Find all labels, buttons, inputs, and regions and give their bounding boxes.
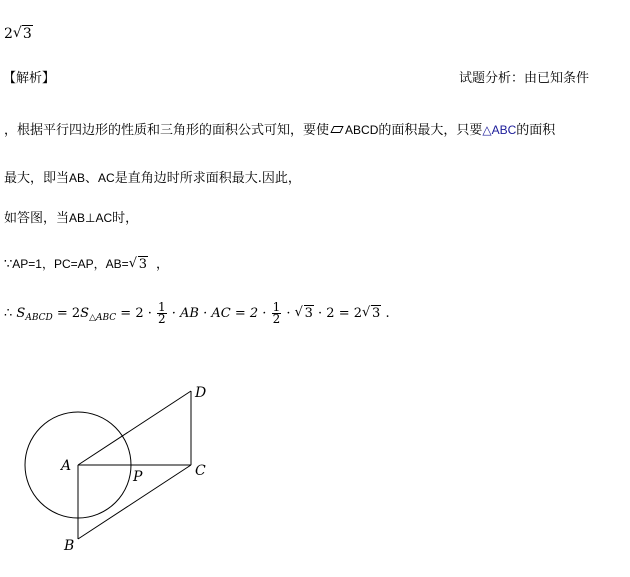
radical-3-a: √ 3: [295, 306, 314, 321]
label-b: B: [64, 538, 75, 554]
analysis-line-1: ，根据平行四边形的性质和三角形的面积公式可知，要使 ABCD的面积最大，只要△ABC的面积: [4, 123, 556, 138]
radical-ab: √ 3: [129, 257, 148, 272]
label-d: D: [195, 385, 207, 401]
segment-ad: [78, 391, 191, 465]
analysis-tag: 【解析】: [3, 71, 56, 86]
fraction-half-2: $\frac{1}{2}$: [272, 300, 281, 326]
analysis-line-3: 如答图，当AB⊥AC时，: [4, 211, 139, 226]
geometry-diagram: [0, 370, 260, 570]
radical-3-b: √ 3: [362, 306, 381, 321]
analysis-right-label: 试题分析：由已知条件: [459, 71, 590, 86]
answer-value: [4, 26, 33, 42]
label-p: P: [133, 469, 143, 485]
label-c: C: [195, 463, 206, 479]
answer-radical: √ 3: [13, 26, 33, 42]
analysis-line-4: ∵AP=1，PC=AP，AB=√ 3 ，: [4, 253, 169, 272]
answer-coef: 2: [4, 26, 13, 42]
label-a: A: [61, 458, 72, 474]
area-formula: ∴ $S_{ABCD} = 2S_{\triangle ABC} = 2$ · $\frac{1}{2}$ · AB · AC = 2 · $\frac{1}{2}$ · √ 3 · 2 = 2√ 3 .: [4, 302, 390, 325]
parallelogram-symbol: [330, 126, 343, 133]
analysis-line-2: 最大，即当AB、AC是直角边时所求面积最大.因此，: [4, 171, 301, 186]
fraction-half-1: $\frac{1}{2}$: [158, 300, 166, 326]
